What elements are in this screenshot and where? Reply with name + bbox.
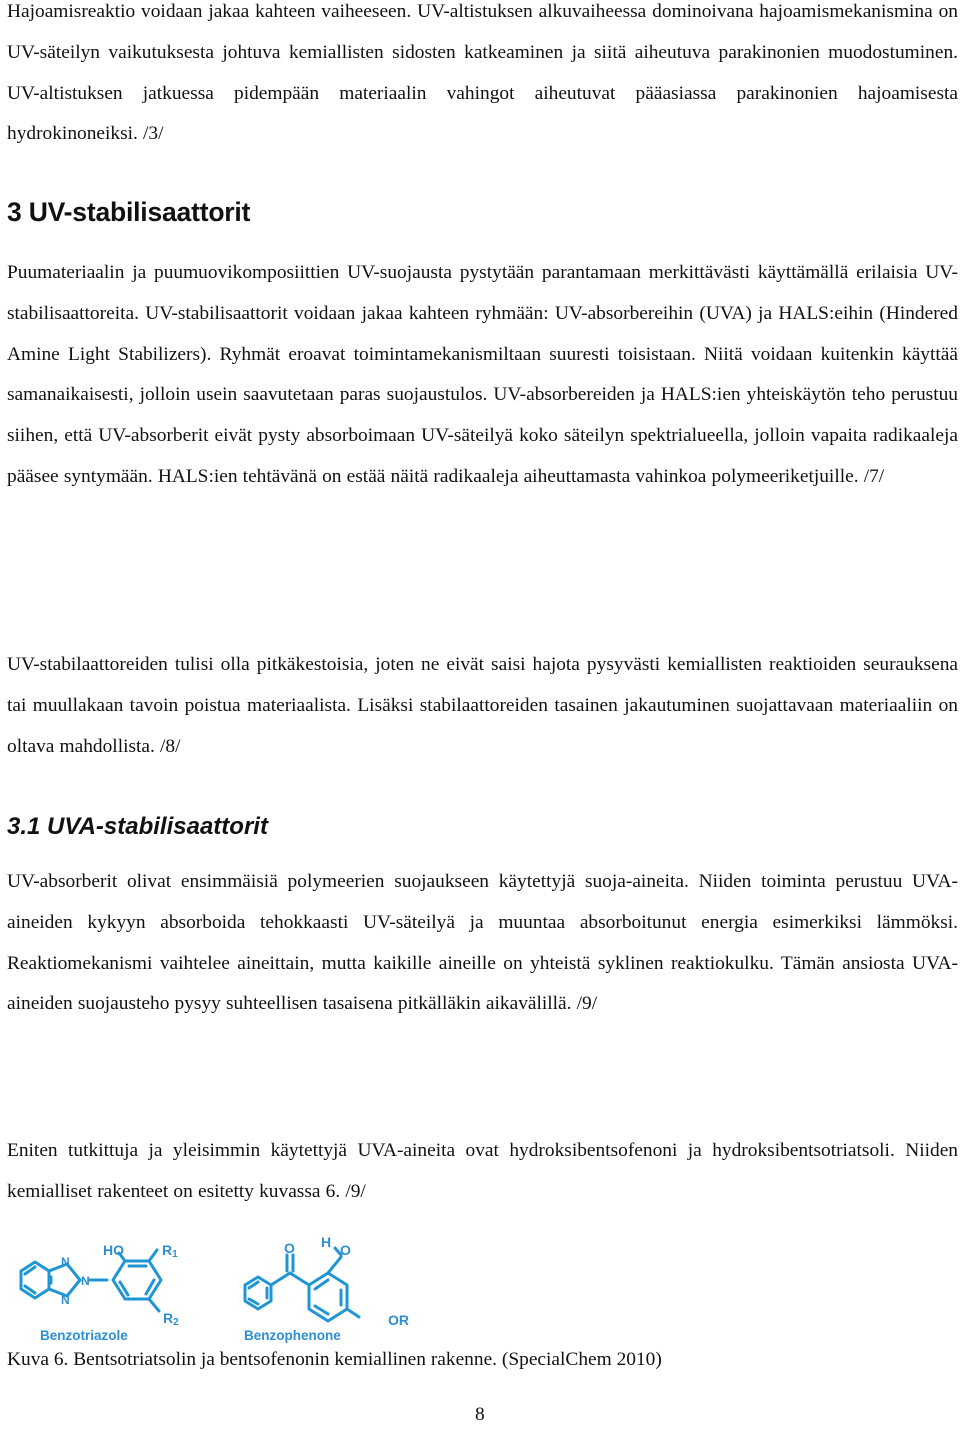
n-label-1: N [61,1255,70,1269]
figure-caption: Kuva 6. Bentsotriatsolin ja bentsofenonin kemiallinen rakenne. (SpecialChem 2010) [7,1349,662,1370]
subsection-heading: 3.1 UVA-stabilisaattorit [7,813,268,840]
chemical-structures-figure [7,1233,427,1345]
or-label: OR [388,1312,409,1328]
paragraph-uv-absorbers: UV-absorberit olivat ensimmäisiä polymeerien suojaukseen käytettyjä suoja-aineita. Niiden toiminta perustuu UVA-aineiden kykyyn absorboida tehokkaasti UV-säteilyä ja muuntaa absorboitunut energia esimerkiksi lämmöksi. Reaktiomekanismi vaihtelee aineittain, mutta kaikille aineille on yhteistä syklinen reaktiokulku. Tämän ansiosta UVA-aineiden suojausteho pysyy suhteellisen tasaisena pitkälläkin aikavälillä. /9/ [7,871,958,1015]
carbonyl-right-bond [290,1273,309,1285]
chemical-structures-svg [7,1233,427,1345]
carbonyl-left-bond [271,1273,290,1285]
n-label-3: N [61,1293,70,1307]
paragraph-degradation: Hajoamisreaktio voidaan jakaa kahteen vaiheeseen. UV-altistuksen alkuvaiheessa dominoivana hajoamismekanismina on UV-säteilyn vaikutuksesta johtuva kemiallisten sidosten katkeaminen ja siitä aiheutuva parakinonien muodostuminen. UV-altistuksen jatkuessa pidempään materiaalin vahingot aiheutuvat pääasiassa parakinonien hajoamisesta hydrokinoneiksi. /3/ [7,1,958,145]
document-page [7,0,958,1430]
carbonyl-o-label: O [284,1240,295,1256]
r1-bond [149,1250,157,1261]
paragraph-common-uva: Eniten tutkittuja ja yleisimmin käytettyjä UVA-aineita ovat hydroksibentsofenoni ja hydroksibentsotriatsoli. Niiden kemialliset rakenteet on esitetty kuvassa 6. /9/ [7,1140,958,1202]
r1-label: R1 [162,1242,178,1260]
ho-label: HO [103,1242,124,1258]
r2-label: R2 [163,1310,179,1328]
hydroxy-o-label: O [340,1242,351,1258]
hydroxy-h-label: H [321,1234,332,1250]
benzotriazole-name: Benzotriazole [40,1328,128,1343]
r2-bond [149,1299,159,1311]
section-heading: 3 UV-stabilisaattorit [7,197,251,227]
paragraph-uv-stabilizers: Puumateriaalin ja puumuovikomposiittien UV-suojausta pystytään parantamaan merkittävästi käyttämällä erilaisia UV-stabilisaattoreita. UV-stabilisaattorit voidaan jakaa kahteen ryhmään: UV-absorbereihin (UVA) ja HALS:eihin (Hindered Amine Light Stabilizers). Ryhmät eroavat toimintamekanismiltaan suuresti toisistaan. Niitä voidaan kuitenkin käyttää samanaikaisesti, jolloin usein saavutetaan paras suojaustulos. UV-absorbereiden ja HALS:ien yhteiskäytön teho perustuu siihen, että UV-absorberit eivät pysty absorboimaan UV-säteilyä koko säteilyn spektrialueella, jolloin vapaita radikaaleja pääsee syntymään. HALS:ien tehtävänä on estää näitä radikaaleja aiheuttamasta vahinkoa polymeeriketjuille. /7/ [7,262,958,487]
paragraph-stabilizer-requirements: UV-stabilaattoreiden tulisi olla pitkäkestoisia, joten ne eivät saisi hajota pysyvästi kemiallisten reaktioiden seurauksena tai muullakaan tavoin poistua materiaalista. Lisäksi stabilaattoreiden tasainen jakautuminen suojattavaan materiaaliin on oltava mahdollista. /8/ [7,654,958,757]
hydroxy-bond [328,1257,341,1273]
n-label-2: N [81,1274,90,1288]
benzophenone-name: Benzophenone [244,1328,341,1343]
page-number: 8 [475,1404,485,1425]
or-bond [347,1309,359,1317]
